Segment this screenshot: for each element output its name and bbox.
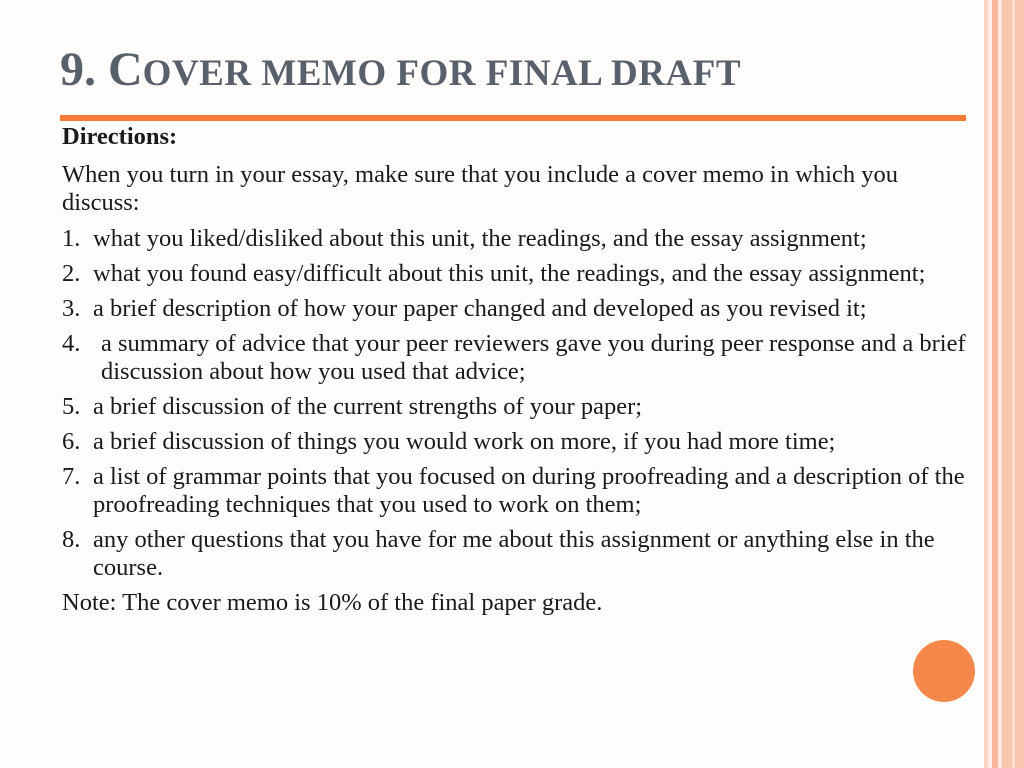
slide-title — [60, 43, 741, 96]
list-item — [62, 295, 967, 323]
list-text: what you liked/disliked about this unit, the readings, and the essay assignment; — [93, 225, 867, 252]
grade-note: Note: The cover memo is 10% of the final paper grade. — [62, 589, 603, 616]
directions-heading: Directions: — [62, 123, 178, 150]
list-item — [62, 330, 967, 386]
list-item — [62, 260, 967, 288]
list-number: 4. — [62, 330, 81, 357]
list-item — [62, 428, 967, 456]
list-number: 6. — [62, 428, 81, 455]
list-item — [62, 526, 967, 582]
list-number: 5. — [62, 393, 81, 420]
list-item — [62, 393, 967, 421]
list-number: 7. — [62, 463, 81, 490]
list-text: any other questions that you have for me about this assignment or anything else in the course. — [93, 526, 935, 581]
list-text: a list of grammar points that you focused on during proofreading and a description of the proofreading techniques that you used to work on them; — [93, 463, 965, 518]
list-text: a brief discussion of things you would work on more, if you had more time; — [93, 428, 836, 455]
slide-body — [62, 120, 967, 617]
directions-list — [62, 225, 967, 582]
intro-text: When you turn in your essay, make sure that you include a cover memo in which you discuss: — [62, 161, 898, 216]
decorative-circle — [913, 640, 975, 702]
slide-title-rest: OVER MEMO FOR FINAL DRAFT — [142, 53, 741, 94]
list-item — [62, 225, 967, 253]
slide-title-lead: 9. C — [60, 43, 143, 96]
list-number: 8. — [62, 526, 81, 553]
list-text: a brief description of how your paper changed and developed as you revised it; — [93, 295, 867, 322]
list-item — [62, 463, 967, 519]
list-number: 2. — [62, 260, 81, 287]
list-text: a summary of advice that your peer reviewers gave you during peer response and a brief discussion about how you used that advice; — [101, 330, 966, 385]
list-number: 1. — [62, 225, 81, 252]
edge-stripe — [1012, 0, 1015, 768]
list-number: 3. — [62, 295, 81, 322]
list-text: a brief discussion of the current strengths of your paper; — [93, 393, 643, 420]
list-text: what you found easy/difficult about this unit, the readings, and the essay assignment; — [93, 260, 926, 287]
